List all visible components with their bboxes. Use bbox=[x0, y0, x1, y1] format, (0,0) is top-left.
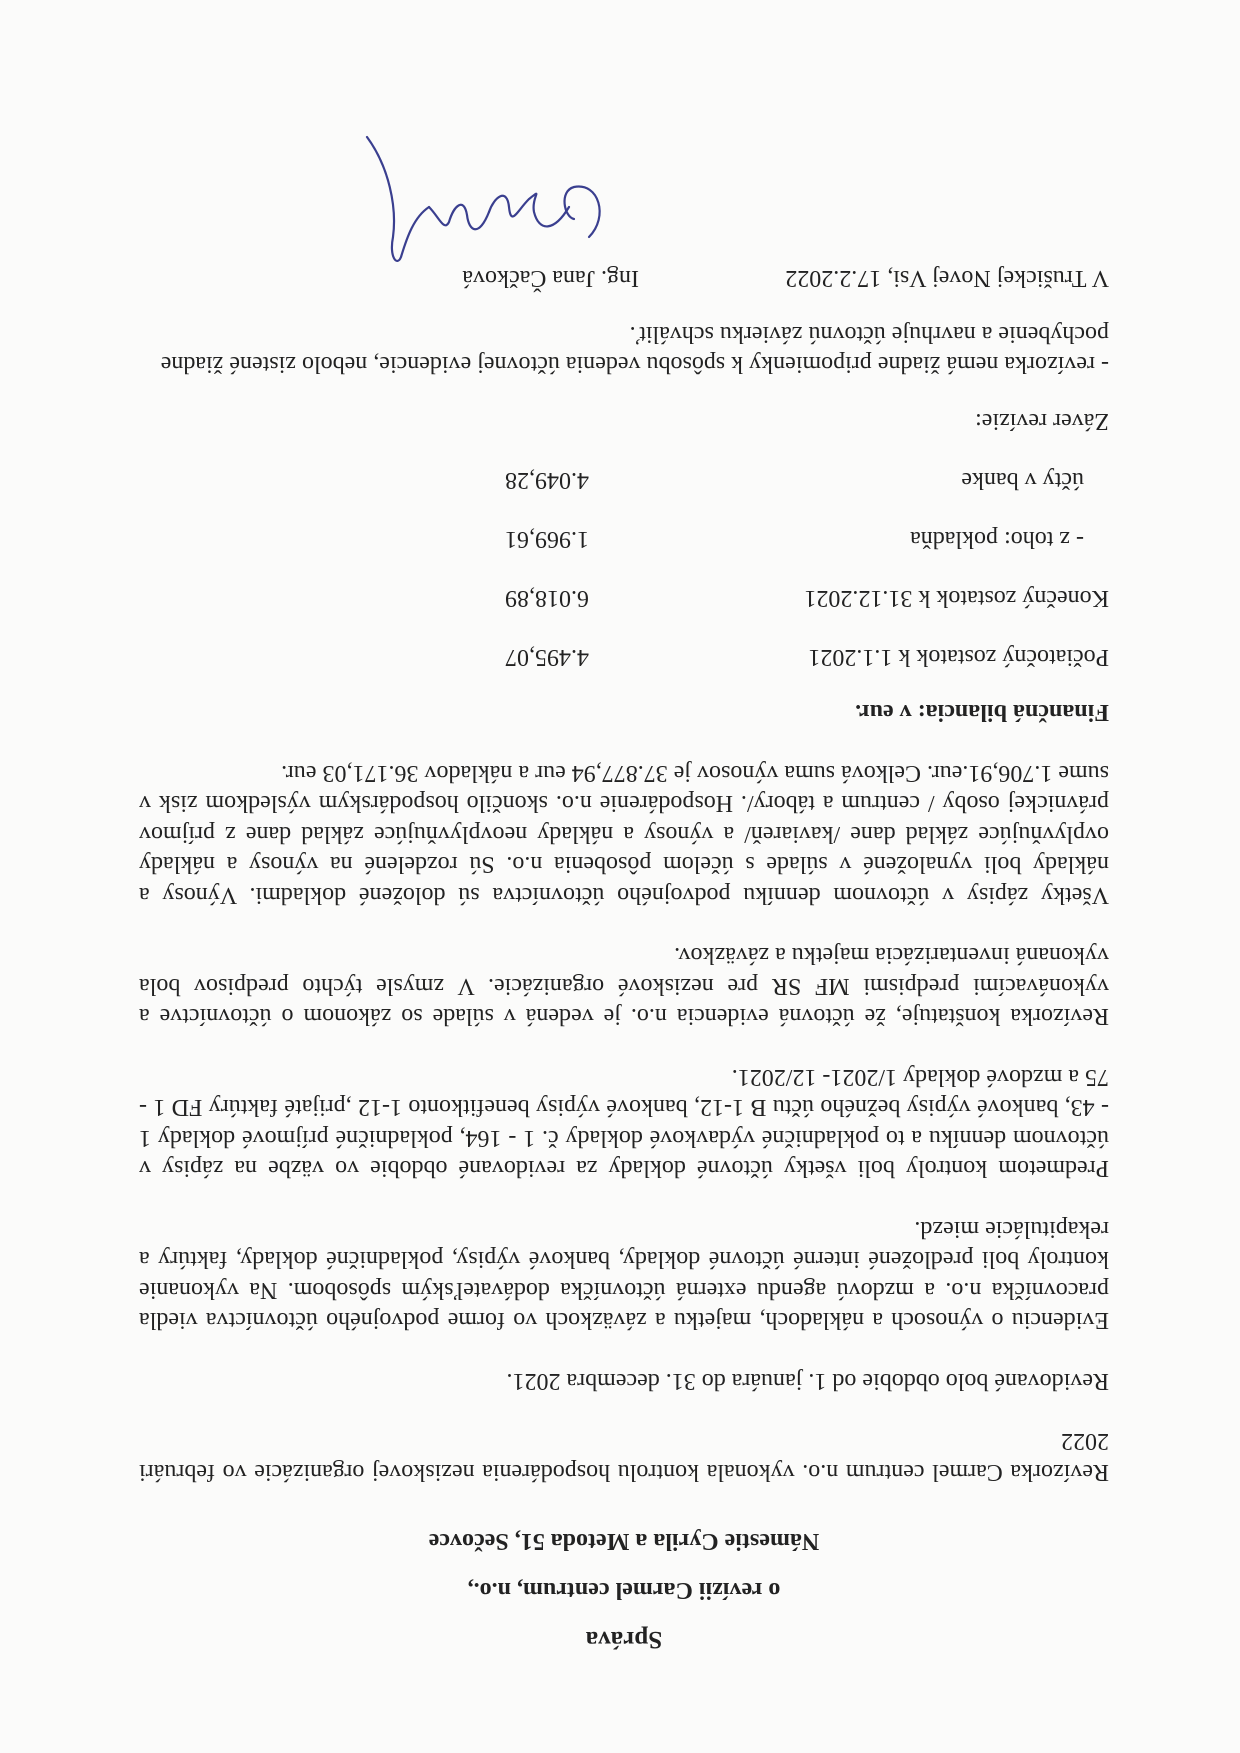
statement-paragraph: Revízorka konštatuje, že účtovná evidencia n.o. je vedená v súlade so zákonom o účtovníctve a vykonávacími predpismi MF SR pre neziskové organizácie. V zmysle týchto predpisov bola vykonaná inventarizácia majetku a záväzkov. bbox=[139, 942, 1109, 1030]
subject-paragraph: Predmetom kontroly boli všetky účtovné doklady za revidované obdobie vo väzbe na zápisy v účtovnom denníku a to pokladničné výdavkové doklady č. 1 - 164, pokladničné príjmové doklady 1 - 43, bankové výpisy bežného účtu B 1-12, bankové výpisy benefitkonto 1-12 ,prijaté faktúry FD 1 - 75 a mzdové doklady 1/2021- 12/2021. bbox=[139, 1064, 1109, 1182]
financial-row bbox=[139, 582, 1109, 612]
scope-paragraph: Evidenciu o výnosoch a nákladoch, majetku a záväzkoch vo forme podvojného účtovníctva viedla pracovníčka n.o. a mzdovú agendu externá účtovníčka dodávateľským spôsobom. Na vykonanie kontroly boli predložené interné účtovné doklady, bankové výpisy, pokladničné doklady, faktúry a rekapitulácie miezd. bbox=[139, 1216, 1109, 1334]
financial-row-value: 4.495,07 bbox=[505, 644, 589, 671]
financial-row-label: - z toho: pokladňa bbox=[910, 526, 1084, 553]
signature-block bbox=[139, 265, 1109, 292]
signatory bbox=[462, 265, 639, 292]
entries-paragraph: Všetky zápisy v účtovnom denníku podvojného účtovníctva sú doložené dokladmi. Výnosy a náklady boli vynaložené v súlade s účelom pôsobenia n.o. Sú rozdelené na výnosy a náklady ovplyvňujúce základ dane /kaviareň/ a výnosy a náklady neovplyvňujúce základ dane z príjmov právnickej osoby / centrum a tábory/. Hospodárenie n.o. skončilo hospodárskym výsledkom zisk v sume 1.706,91.eur. Celková suma výnosov je 37.877,94 eur a nákladov 36.171,03 eur. bbox=[139, 760, 1109, 908]
financial-row bbox=[139, 464, 1109, 494]
financial-row-value: 1.969,61 bbox=[505, 526, 589, 553]
period-paragraph: Revidované bolo obdobie od 1. januára do 31. decembra 2021. bbox=[506, 1368, 1109, 1394]
financial-balance-heading: Finančná bilancia: v eur. bbox=[855, 699, 1109, 726]
financial-row-label: Konečný zostatok k 31.12.2021 bbox=[804, 585, 1109, 612]
intro-paragraph: Revízorka Carmel centrum n.o. vykonala kontrolu hospodárenia neziskovej organizácie vo februári 2022 bbox=[139, 1428, 1109, 1485]
signatory-name: Ing. Jana Čačková bbox=[462, 265, 639, 292]
conclusion-text: - revízorka nemá žiadne pripomienky k spôsobu vedenia účtovnej evidencie, nebolo zistené žiadne pochybenie a navrhuje účtovnú závierku schváliť. bbox=[160, 321, 1109, 378]
financial-row bbox=[139, 523, 1109, 553]
handwritten-signature bbox=[299, 128, 629, 278]
financial-row-value: 6.018,89 bbox=[505, 585, 589, 612]
header bbox=[139, 1527, 1109, 1653]
financial-row bbox=[139, 641, 1109, 671]
conclusion-heading: Záver revízie: bbox=[975, 408, 1109, 435]
financial-row-value: 4.049,28 bbox=[505, 467, 589, 494]
organization-address: Námestie Cyrila a Metoda 51, Sečovce bbox=[428, 1528, 820, 1554]
financial-row-label: Počiatočný zostatok k 1.1.2021 bbox=[808, 644, 1109, 671]
report-subtitle: o revízii Carmel centrum, n.o., bbox=[467, 1577, 781, 1603]
report-body bbox=[139, 265, 1109, 1654]
place-and-date: V Trušickej Novej Vsi, 17.2.2022 bbox=[785, 265, 1109, 292]
report-title: Správa bbox=[585, 1626, 663, 1653]
financial-row-label: účty v banke bbox=[961, 467, 1084, 494]
